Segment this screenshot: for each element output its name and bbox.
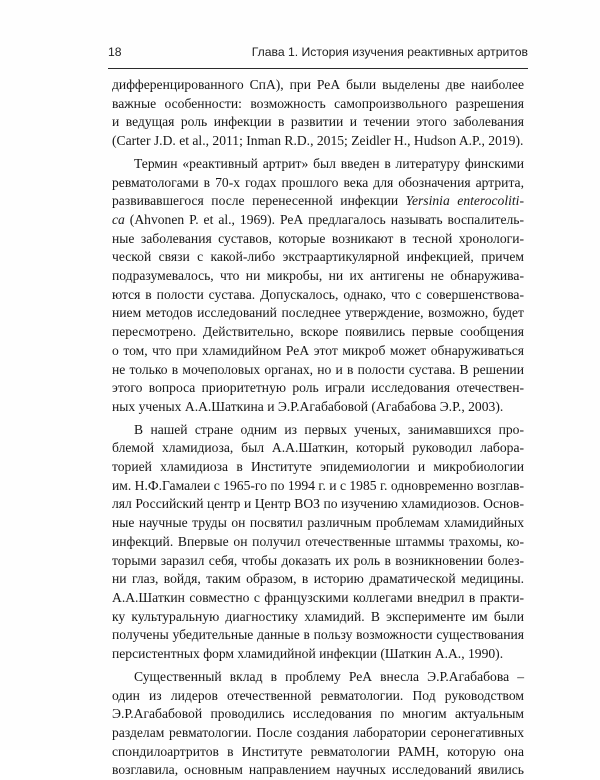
text-line: Существенный вклад в проблему РеА внесла Э.Р.Агабабова – [134,668,524,684]
text-line: ются в полости сустава. Допускалось, однако, что с совершенствова- [112,286,524,302]
paragraph-4 [112,668,524,780]
paragraph-2 [112,155,524,417]
page-number: 18 [108,45,122,59]
text-line: ни глаз, войдя, таким образом, в историю драматической медицины. [112,571,524,587]
text-line: этого вопроса приоритетную роль играли исследования отечествен- [112,380,524,396]
text-line: Термин «реактивный артрит» был введен в литературу финскими [134,155,524,171]
text-line: разделам ревматологии. После создания лаборатории серонегативных [112,724,524,740]
text-line: один из лидеров отечественной ревматологии. Под руководством [112,687,524,703]
text-line: пересмотрено. Действительно, вскоре появились первые сообщения [112,324,524,340]
text-segment: (Ahvonen P. et al., 1969). РеА предлагалось называть воспалитель- [124,211,524,227]
text-line: В нашей стране одним из первых ученых, занимавшихся про- [134,421,524,437]
chapter-title: Глава 1. История изучения реактивных артритов [251,45,528,59]
text-line: спондилоартритов в Институте ревматологии РАМН, которую она [112,743,524,759]
running-header [108,45,528,65]
text-line: важные особенности: возможность самопроизвольного разрешения [112,95,524,111]
text-line: лял Российский центр и Центр ВОЗ по изучению хламидиозов. Основ- [112,496,524,512]
text-line: инфекций. Впервые он получил отечественные штаммы трахомы, ко- [112,533,524,549]
text-line: ные научные труды он посвятил различным проблемам хламидийных [112,515,524,531]
species-name: Yersinia enterocoliti- [405,193,524,209]
text-line: Э.Р.Агабабовой проводились исследования по многим актуальным [112,706,524,722]
text-line: торыми заразил себя, чтобы доказать их роль в возникновении болез- [112,552,524,568]
paragraph-1 [112,76,524,151]
text-line: персистентных форм хламидийной инфекции (Шаткин А.А., 1990). [112,646,504,662]
text-line: ческой связи с какой-либо экстраартикулярной инфекцией, причем [112,249,524,265]
paragraph-3 [112,421,524,664]
text-line: блемой хламидиоза, был А.А.Шаткин, который руководил лабора- [112,440,524,456]
header-rule [108,68,528,69]
text-line: А.А.Шаткин совместно с французскими коллегами внедрил в практи- [112,589,524,605]
text-line: ные заболевания суставов, которые возникают в тесной хронологи- [112,230,524,246]
text-line-with-italic [112,192,524,211]
text-line: подразумевалось, что ни микробы, ни их антигены не обнаружива- [112,268,524,284]
text-line: ку культуральную диагностику хламидий. В эксперименте им были [112,608,524,624]
body-text [112,76,524,780]
text-segment: развивавшегося после перенесенной инфекции [112,193,406,209]
text-line: ревматологами в 70-х годах прошлого века для обозначения артрита, [112,174,524,190]
text-line: возглавила, основным направлением научных исследований явились [112,762,524,778]
species-name-cont: ca [112,211,125,227]
text-line: дифференцированного СпА), при РеА были выделены две наиболее [112,77,524,92]
text-line: (Carter J.D. et al., 2011; Inman R.D., 2015; Zeidler H., Hudson A.P., 2019). [112,133,524,149]
text-line: торией хламидиоза в Институте эпидемиологии и микробиологии [112,459,524,475]
text-line: нием методов исследований последнее утверждение, возможно, будет [112,305,524,321]
text-line: не только в мочеполовых органах, но и в полости сустава. В решении [112,361,524,377]
text-line: получены убедительные данные в пользу возможности существования [112,627,524,643]
text-line: о том, что при хламидийном РеА этот микроб может обнаруживаться [112,342,524,358]
text-line: им. Н.Ф.Гамалеи с 1965-го по 1994 г. и с 1985 г. одновременно возглав- [112,477,524,493]
text-line: и ведущая роль инфекции в развитии и течении этого заболевания [112,114,524,130]
text-line: ных ученых А.А.Шаткина и Э.Р.Агабабовой (Агабабова Э.Р., 2003). [112,398,504,414]
text-line-with-italic [112,211,524,230]
